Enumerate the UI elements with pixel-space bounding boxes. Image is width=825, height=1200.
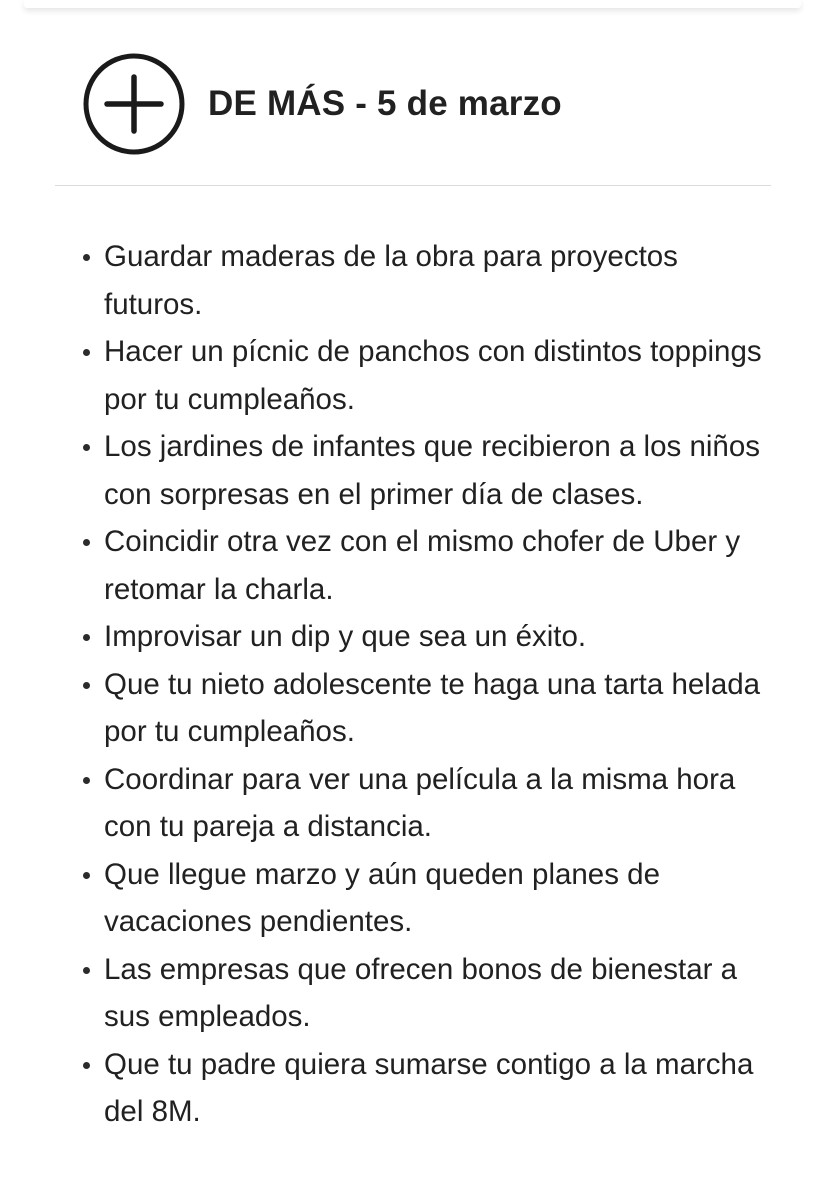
list-item bbox=[73, 423, 773, 518]
bullet-icon bbox=[83, 539, 90, 546]
list-item-text: Guardar maderas de la obra para proyectos futuros. bbox=[104, 240, 678, 321]
list-item-text: Improvisar un dip y que sea un éxito. bbox=[104, 620, 587, 653]
list-item bbox=[73, 1041, 773, 1136]
bullet-icon bbox=[83, 682, 90, 689]
list-item-text: Que tu nieto adolescente te haga una tarta helada por tu cumpleaños. bbox=[104, 667, 761, 748]
bullet-icon bbox=[83, 349, 90, 356]
top-card-edge bbox=[24, 0, 801, 8]
divider bbox=[55, 185, 771, 186]
list-item bbox=[73, 613, 773, 661]
bullet-icon bbox=[83, 254, 90, 261]
list-item-text: Coincidir otra vez con el mismo chofer de Uber y retomar la charla. bbox=[104, 525, 741, 606]
list-item bbox=[73, 328, 773, 423]
bullet-icon bbox=[83, 872, 90, 879]
list-item-text: Las empresas que ofrecen bonos de bienestar a sus empleados. bbox=[104, 952, 738, 1033]
items-list bbox=[73, 233, 773, 1136]
list-item bbox=[73, 233, 773, 328]
bullet-icon bbox=[83, 967, 90, 974]
list-item bbox=[73, 756, 773, 851]
list-item bbox=[73, 851, 773, 946]
page-title: DE MÁS - 5 de marzo bbox=[208, 84, 562, 123]
plus-circle-icon bbox=[82, 52, 186, 156]
list-item bbox=[73, 946, 773, 1041]
list-item bbox=[73, 661, 773, 756]
bullet-icon bbox=[83, 444, 90, 451]
bullet-icon bbox=[83, 1062, 90, 1069]
bullet-icon bbox=[83, 634, 90, 641]
list-item-text: Que tu padre quiera sumarse contigo a la marcha del 8M. bbox=[104, 1047, 754, 1128]
list-item-text: Coordinar para ver una película a la misma hora con tu pareja a distancia. bbox=[104, 762, 736, 843]
list-item-text: Hacer un pícnic de panchos con distintos toppings por tu cumpleaños. bbox=[104, 335, 762, 416]
list-item bbox=[73, 518, 773, 613]
section-header bbox=[82, 51, 562, 157]
list-item-text: Los jardines de infantes que recibieron a los niños con sorpresas en el primer día de clases. bbox=[104, 430, 760, 511]
bullet-icon bbox=[83, 777, 90, 784]
list-item-text: Que llegue marzo y aún queden planes de vacaciones pendientes. bbox=[104, 857, 660, 938]
